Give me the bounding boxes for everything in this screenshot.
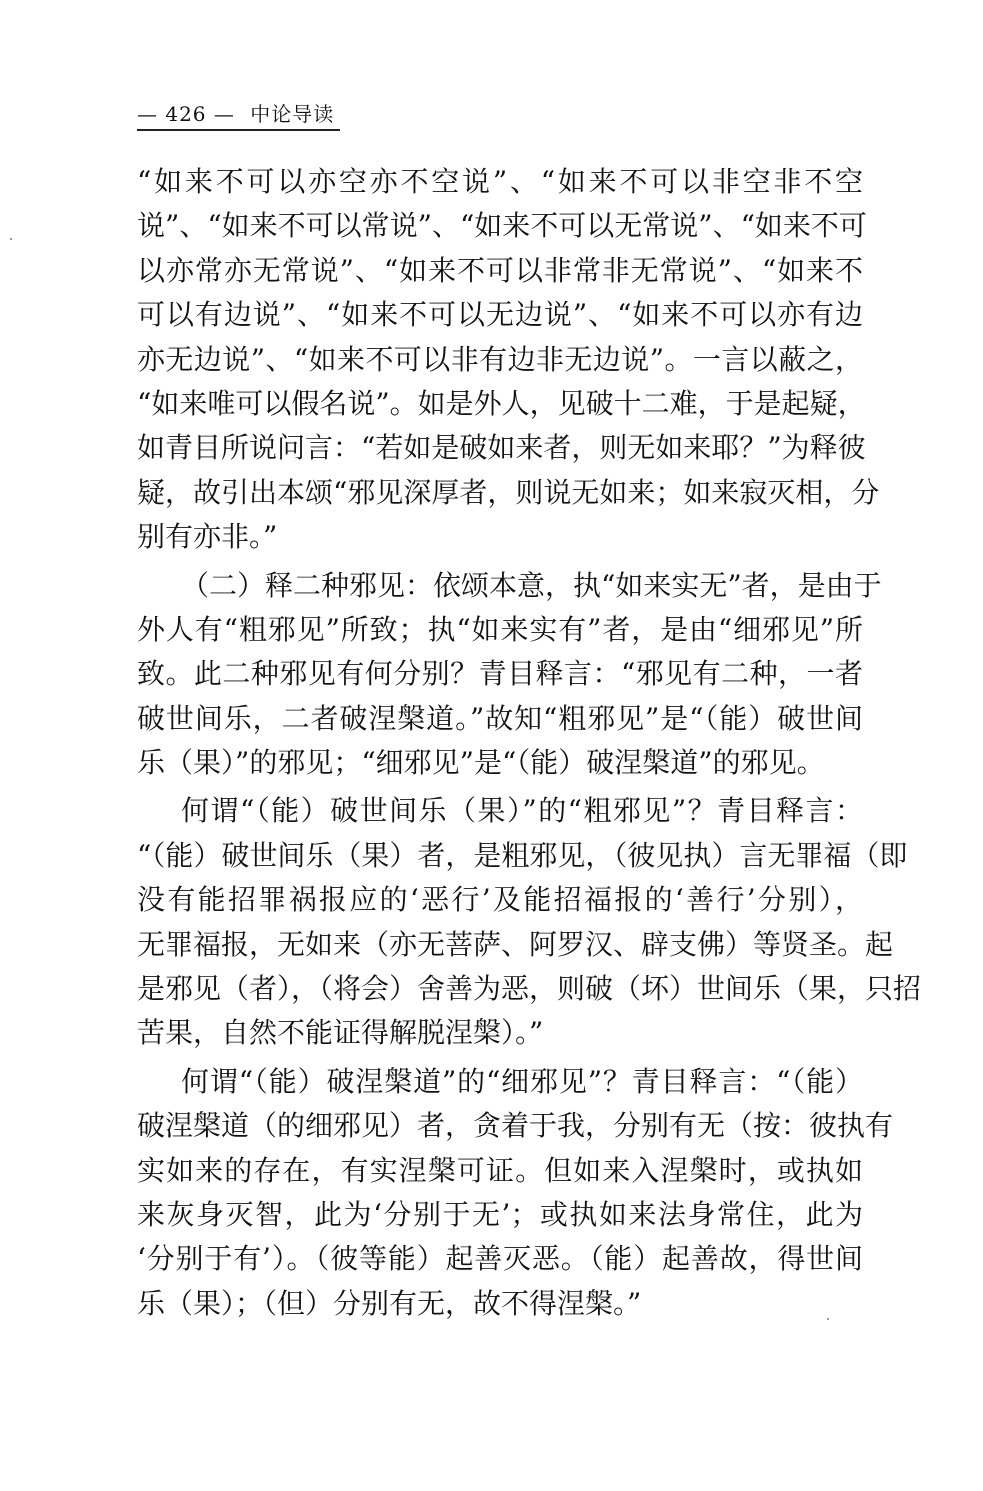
page-number: — 426 — [137,102,235,126]
text-line: 破涅槃道（的细邪见）者，贪着于我，分别有无（按：彼执有 [137,1109,894,1143]
paragraph [137,160,880,560]
paragraph [137,564,882,786]
text-line: 乐（果）；（但）分别有无，故不得涅槃。” [137,1286,642,1320]
book-title: 中论导读 [250,102,335,126]
text-line: “如来不可以亦空亦不空说”、“如来不可以非空非不空 [137,165,863,198]
scan-speck [10,238,12,240]
text-line: 苦果，自然不能证得解脱涅槃）。” [137,1016,544,1050]
text-line: 如青目所说问言：“若如是破如来者，则无如来耶？”为释彼 [137,431,866,465]
text-line: 疑，故引出本颂“邪见深厚者，则说无如来；如来寂灭相，分 [137,475,880,509]
text-line: ‘分别于有’）。（彼等能）起善灭恶。（能）起善故，得世间 [137,1242,863,1276]
text-line: 可以有边说”、“如来不可以无边说”、“如来不可以亦有边 [137,298,863,332]
text-line: 没有能招罪祸报应的‘恶行’及能招福报的‘善行’分别）， [137,883,863,917]
text-line: “（能）破世间乐（果）者，是粗邪见，（彼见执）言无罪福（即 [137,838,908,872]
text-line: 何谓“（能）破涅槃道”的“细邪见”？青目释言：“（能） [181,1064,863,1098]
text-line: 何谓“（能）破世间乐（果）”的“粗邪见”？青目释言： [181,794,863,828]
text-line: 无罪福报，无如来（亦无菩萨、阿罗汉、辟支佛）等贤圣。起 [137,927,894,961]
text-line: 是邪见（者），（将会）舍善为恶，则破（坏）世间乐（果，只招 [137,972,922,1006]
running-header [137,98,340,131]
text-line: 乐（果）”的邪见；“细邪见”是“（能）破涅槃道”的邪见。 [137,746,825,780]
text-line: 别有亦非。” [137,520,278,554]
text-line: 破世间乐，二者破涅槃道。”故知“粗邪见”是“（能）破世间 [137,701,863,735]
text-line: 实如来的存在，有实涅槃可证。但如来入涅槃时，或执如 [137,1153,863,1187]
scan-speck [827,1318,829,1320]
paragraph [137,1060,894,1326]
text-line: 亦无边说”、“如来不可以非有边非无边说”。一言以蔽之， [137,342,863,376]
text-line: 说”、“如来不可以常说”、“如来不可以无常说”、“如来不可 [137,209,867,243]
paragraph [137,789,922,1055]
text-line: （二）释二种邪见：依颂本意，执“如来实无”者，是由于 [181,568,882,602]
text-line: 来灰身灭智，此为‘分别于无’；或执如来法身常住，此为 [137,1197,863,1231]
text-line: 致。此二种邪见有何分别？青目释言：“邪见有二种，一者 [137,657,863,691]
text-line: “如来唯可以假名说”。如是外人，见破十二难，于是起疑， [137,386,866,420]
text-line: 外人有“粗邪见”所致；执“如来实有”者，是由“细邪见”所 [137,612,863,646]
page-body [137,160,922,1330]
text-line: 以亦常亦无常说”、“如来不可以非常非无常说”、“如来不 [137,253,863,287]
